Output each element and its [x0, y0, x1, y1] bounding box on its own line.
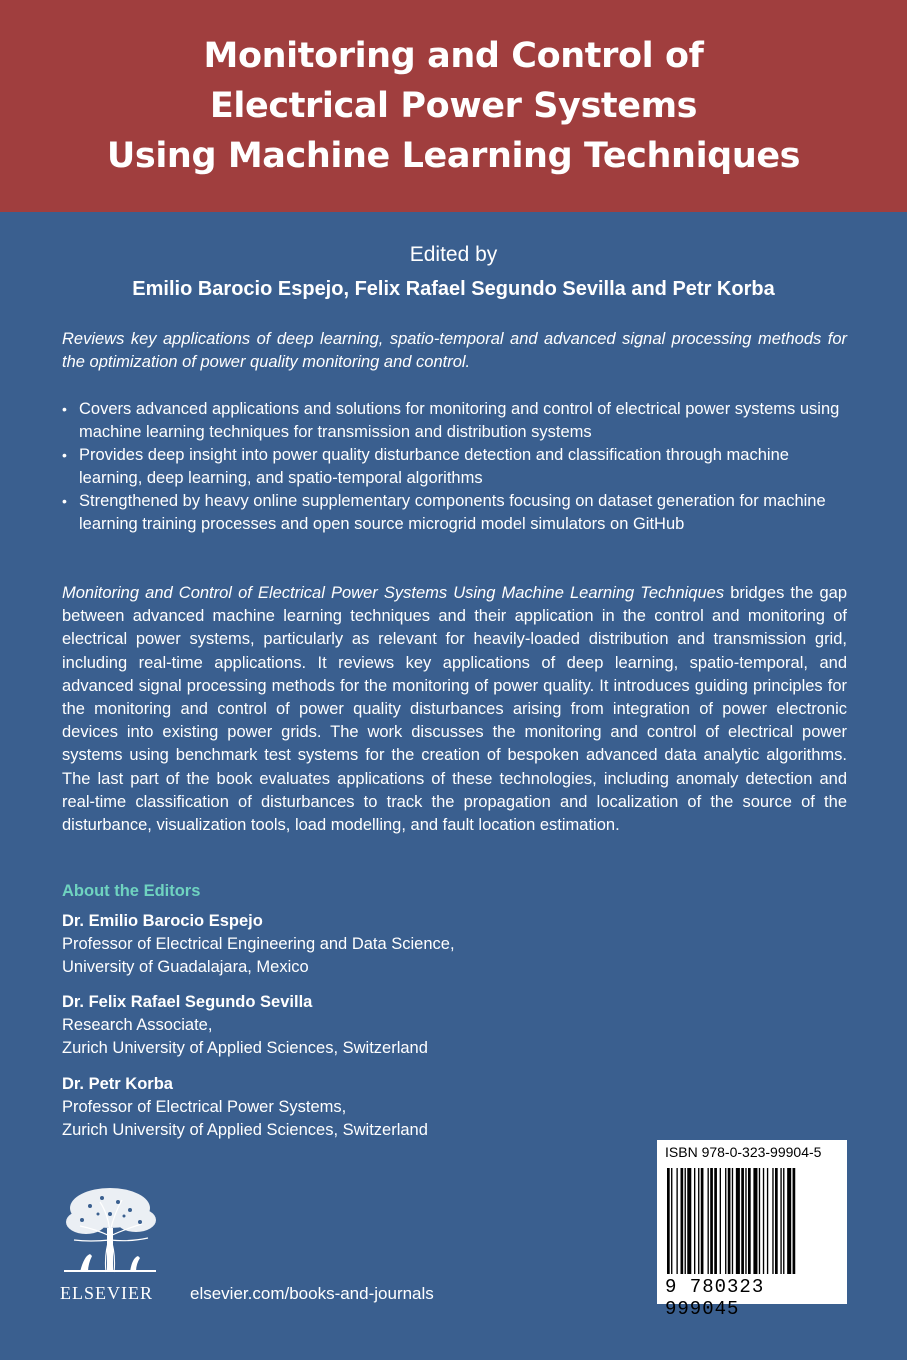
elsevier-logo	[60, 1184, 166, 1304]
feature-item	[62, 398, 847, 444]
barcode-bar	[694, 1168, 695, 1274]
editor-bio-2	[62, 991, 662, 1060]
editor-affiliation: University of Guadalajara, Mexico	[62, 958, 309, 976]
barcode-bar	[681, 1168, 684, 1274]
barcode-bar	[775, 1168, 778, 1274]
barcode-bar	[701, 1168, 704, 1274]
barcode-bar	[698, 1168, 699, 1274]
feature-text: Strengthened by heavy online supplementary components focusing on dataset generation for machine learning training processes and open source microgrid model simulators on GitHub	[79, 492, 826, 533]
editor-name: Dr. Emilio Barocio Espejo	[62, 912, 263, 930]
editor-position: Professor of Electrical Power Systems,	[62, 1098, 347, 1116]
barcode-bar	[748, 1168, 751, 1274]
book-title-line-2: Electrical Power Systems	[209, 86, 698, 126]
about-editors-heading: About the Editors	[62, 882, 201, 900]
feature-item	[62, 490, 847, 536]
book-title-line-1: Monitoring and Control of	[203, 36, 704, 76]
title-band	[0, 0, 907, 212]
barcode-bar	[767, 1168, 768, 1274]
tagline: Reviews key applications of deep learning, spatio-temporal and advanced signal processing methods for the optimization of power quality monitoring and control.	[62, 330, 847, 371]
publisher-url[interactable]: elsevier.com/books-and-journals	[190, 1284, 434, 1303]
barcode-bar	[787, 1168, 791, 1274]
barcode-number: 9 780323 999045	[665, 1276, 765, 1320]
isbn-barcode	[657, 1140, 847, 1320]
elsevier-tree-icon	[60, 1184, 160, 1276]
barcode-bar	[710, 1168, 713, 1274]
barcode-bar	[714, 1168, 717, 1274]
feature-text: Covers advanced applications and solutions for monitoring and control of electrical power systems using machine learning techniques for transmission and distribution systems	[79, 400, 840, 441]
barcode-bar	[708, 1168, 709, 1274]
barcode-bar	[687, 1168, 691, 1274]
book-description	[62, 582, 847, 837]
editor-name: Dr. Petr Korba	[62, 1075, 173, 1093]
isbn-label: ISBN 978-0-323-99904-5	[665, 1144, 822, 1160]
barcode-bar	[772, 1168, 773, 1274]
publisher-name: ELSEVIER	[60, 1283, 153, 1303]
feature-text: Provides deep insight into power quality disturbance detection and classification through machine learning, deep learning, and spatio-temporal algorithms	[79, 446, 789, 487]
barcode-bar	[728, 1168, 731, 1274]
editor-affiliation: Zurich University of Applied Sciences, Switzerland	[62, 1121, 428, 1139]
book-title-line-3: Using Machine Learning Techniques	[106, 136, 801, 176]
barcode-bar	[685, 1168, 686, 1274]
editor-position: Research Associate,	[62, 1016, 213, 1034]
description-text: bridges the gap between advanced machine learning techniques and their application in the control and monitoring of electrical power systems, particularly as relevant for heavily-loaded distribution and transmission grid, including real-time applications. It reviews key applications of deep learning, spatio-temporal, and advanced signal processing methods for the monitoring of power quality. It introduces guiding principles for the monitoring and control of power quality disturbances arising from integration of power electronic devices into existing power grids. The work discusses the monitoring and control of electrical power systems using benchmark test systems for the creation of bespoken advanced data analytic algorithms. The last part of the book evaluates applications of these technologies, including anomaly detection and real-time classification of disturbances to track the propagation and localization of the source of the disturbance, visualization tools, load modelling, and fault location estimation.	[62, 584, 847, 835]
barcode-bar	[783, 1168, 784, 1274]
barcode-bar	[759, 1168, 760, 1274]
barcode-bar	[725, 1168, 726, 1274]
barcode-bar	[780, 1168, 781, 1274]
barcode-bar	[667, 1168, 670, 1274]
editors-names: Emilio Barocio Espejo, Felix Rafael Segundo Sevilla and Petr Korba	[132, 278, 775, 300]
barcode-bar	[720, 1168, 721, 1274]
barcode-bar	[753, 1168, 757, 1274]
barcode-bar	[745, 1168, 746, 1274]
barcode-bar	[763, 1168, 764, 1274]
barcode-bar	[732, 1168, 733, 1274]
edited-by-label: Edited by	[409, 243, 498, 266]
editor-bio-1	[62, 910, 662, 979]
feature-item	[62, 444, 847, 490]
barcode-bar	[671, 1168, 672, 1274]
editor-position: Professor of Electrical Engineering and Data Science,	[62, 935, 455, 953]
editor-affiliation: Zurich University of Applied Sciences, Switzerland	[62, 1039, 428, 1057]
barcode-bar	[741, 1168, 744, 1274]
bullet-icon: •	[62, 401, 67, 417]
barcode-bars	[665, 1168, 841, 1274]
bullet-icon: •	[62, 493, 67, 509]
description-book-title: Monitoring and Control of Electrical Power Systems Using Machine Learning Techniques	[62, 584, 725, 602]
editor-bio-3	[62, 1073, 662, 1142]
barcode-bar	[736, 1168, 740, 1274]
editor-name: Dr. Felix Rafael Segundo Sevilla	[62, 993, 313, 1011]
barcode-bar	[793, 1168, 796, 1274]
feature-list	[62, 398, 847, 536]
barcode-bar	[676, 1168, 677, 1274]
bullet-icon: •	[62, 447, 67, 463]
